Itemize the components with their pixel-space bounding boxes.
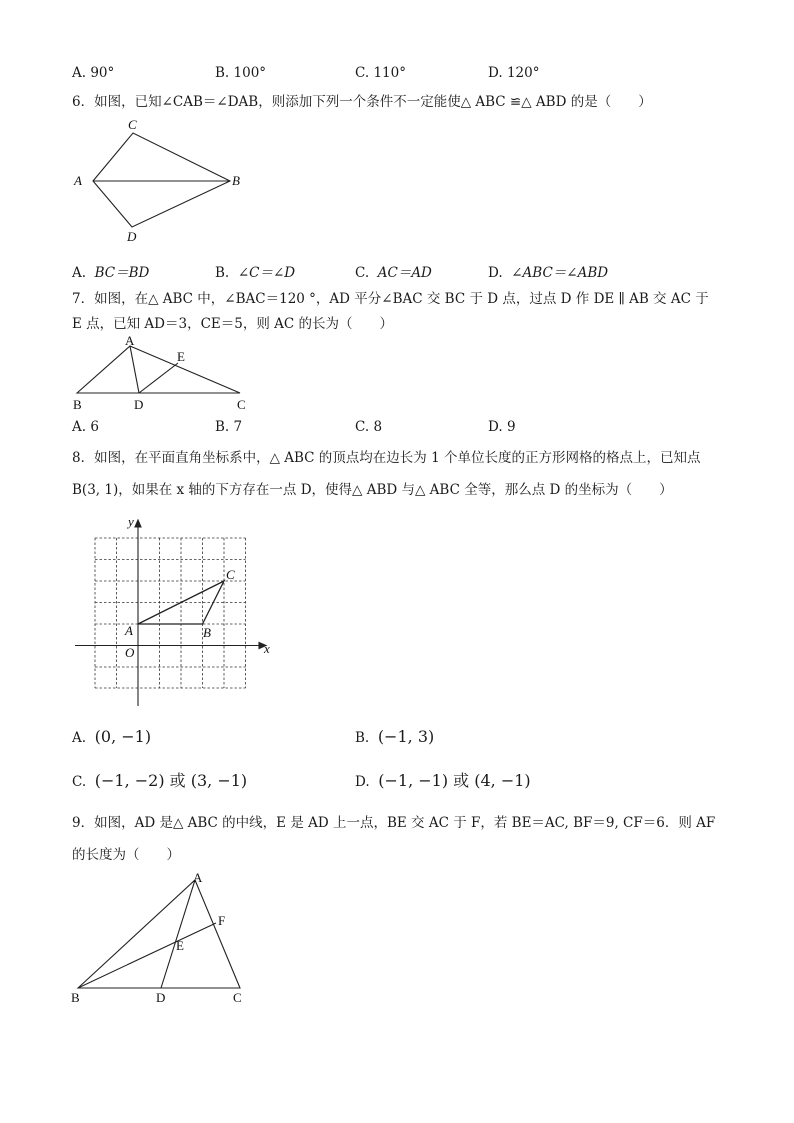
q6-option-a[interactable]: A. BC＝BD xyxy=(72,265,150,281)
q6-option-d[interactable]: D. ∠ABC＝∠ABD xyxy=(488,265,609,281)
label-e: E xyxy=(176,938,184,953)
label-d: D xyxy=(134,397,144,412)
q8-grid-figure xyxy=(70,510,280,710)
segment-de xyxy=(139,363,178,393)
q8-stem-line2: B(3, 1)，如果在 x 轴的下方存在一点 D，使得△ ABD 与△ ABC 全等，那么点 D 的坐标为（ ） xyxy=(72,482,673,498)
q7-option-d[interactable]: D. 9 xyxy=(488,419,516,435)
label-c: C xyxy=(128,117,137,132)
label-d: D xyxy=(127,229,137,244)
q6-stem: 6．如图，已知∠CAB＝∠DAB，则添加下列一个条件不一定能使△ ABC ≌△ ABD 的是（ ） xyxy=(72,94,652,110)
label-a: A xyxy=(125,333,135,348)
q7-figure xyxy=(70,333,260,413)
q9-stem-line1: 9．如图，AD 是△ ABC 的中线，E 是 AD 上一点，BE 交 AC 于 F，若 BE＝AC, BF＝9, CF＝6．则 AF xyxy=(72,815,716,831)
q9-stem-line2: 的长度为（ ） xyxy=(72,847,180,863)
quadrilateral-acbd xyxy=(93,133,230,227)
q8-option-b[interactable]: B. (−1, 3) xyxy=(355,727,435,746)
label-a: A xyxy=(193,870,203,885)
q6-figure xyxy=(70,115,255,250)
label-x: x xyxy=(264,641,270,656)
dashed-grid xyxy=(95,538,246,688)
q8-option-c[interactable]: C. (−1, −2) 或 (3, −1) xyxy=(72,771,248,790)
q7-stem-line2: E 点，已知 AD＝3，CE＝5，则 AC 的长为（ ） xyxy=(72,316,394,332)
q9-figure xyxy=(65,868,265,1008)
label-d: D xyxy=(156,990,166,1005)
label-a: A xyxy=(74,173,82,188)
triangle-abc xyxy=(77,346,240,393)
q7-option-b[interactable]: B. 7 xyxy=(215,419,243,435)
q8-stem-line1: 8．如图，在平面直角坐标系中，△ ABC 的顶点均在边长为 1 个单位长度的正方形网格的格点上，已知点 xyxy=(72,450,701,466)
label-c: C xyxy=(237,397,246,412)
q8-option-a[interactable]: A. (0, −1) xyxy=(72,727,152,746)
q5-option-d[interactable]: D. 120° xyxy=(488,65,540,81)
y-axis-arrow-icon xyxy=(135,520,141,527)
label-o: O xyxy=(125,645,135,660)
q7-option-c[interactable]: C. 8 xyxy=(355,419,383,435)
label-e: E xyxy=(177,349,185,364)
q5-option-b[interactable]: B. 100° xyxy=(215,65,267,81)
label-a: A xyxy=(125,623,133,638)
label-b: B xyxy=(71,990,80,1005)
q7-stem-line1: 7．如图，在△ ABC 中，∠BAC＝120 °，AD 平分∠BAC 交 BC 于 D 点，过点 D 作 DE ∥ AB 交 AC 于 xyxy=(72,291,709,307)
label-b: B xyxy=(73,397,82,412)
q5-option-a[interactable]: A. 90° xyxy=(72,65,115,81)
triangle-abc xyxy=(78,880,240,988)
label-c: C xyxy=(226,567,235,582)
label-b: B xyxy=(203,625,211,640)
q7-option-a[interactable]: A. 6 xyxy=(72,419,99,435)
q6-option-c[interactable]: C. AC＝AD xyxy=(355,265,432,281)
label-b: B xyxy=(232,173,240,188)
label-c: C xyxy=(233,990,242,1005)
q8-option-d[interactable]: D. (−1, −1) 或 (4, −1) xyxy=(355,771,531,790)
q5-option-c[interactable]: C. 110° xyxy=(355,65,406,81)
label-y: y xyxy=(128,514,134,529)
segment-bf xyxy=(78,923,216,988)
q6-option-b[interactable]: B. ∠C＝∠D xyxy=(215,265,296,281)
label-f: F xyxy=(218,913,226,928)
segment-ad xyxy=(130,346,139,393)
